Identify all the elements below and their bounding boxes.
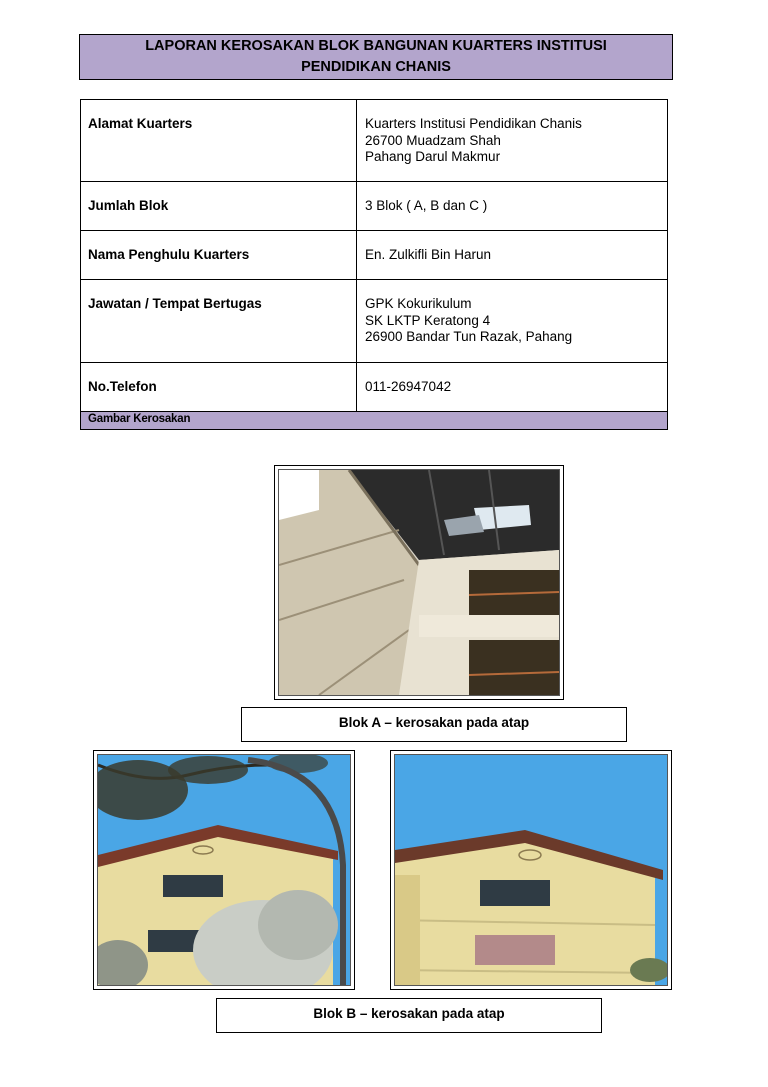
table-row-section-header xyxy=(81,412,668,430)
value-position-line1: GPK Kokurikulum xyxy=(365,296,472,311)
label-position: Jawatan / Tempat Bertugas xyxy=(81,280,357,363)
photo-block-a xyxy=(274,465,564,700)
table-row-phone xyxy=(81,363,668,412)
section-header-damage-photos: Gambar Kerosakan xyxy=(81,412,668,430)
label-phone: No.Telefon xyxy=(81,363,357,412)
caption-block-b: Blok B – kerosakan pada atap xyxy=(216,998,602,1033)
report-title-box xyxy=(79,34,673,80)
caption-block-a: Blok A – kerosakan pada atap xyxy=(241,707,627,742)
value-block-count: 3 Blok ( A, B dan C ) xyxy=(357,182,668,231)
value-position-line3: 26900 Bandar Tun Razak, Pahang xyxy=(365,329,573,344)
label-block-count: Jumlah Blok xyxy=(81,182,357,231)
value-position-line2: SK LKTP Keratong 4 xyxy=(365,312,491,328)
label-address: Alamat Kuarters xyxy=(81,100,357,182)
table-row-address xyxy=(81,100,668,182)
photo-block-a-image xyxy=(278,469,560,696)
value-address-line3: Pahang Darul Makmur xyxy=(365,149,501,164)
table-row-headman xyxy=(81,231,668,280)
photo-block-b-right-image xyxy=(394,754,668,986)
value-phone: 011-26947042 xyxy=(357,363,668,412)
value-address-line2: 26700 Muadzam Shah xyxy=(365,132,501,148)
value-address xyxy=(357,100,668,182)
value-address-line1: Kuarters Institusi Pendidikan Chanis xyxy=(365,116,582,131)
report-title-line2: PENDIDIKAN CHANIS xyxy=(301,59,451,75)
value-headman: En. Zulkifli Bin Harun xyxy=(357,231,668,280)
photo-block-b-right xyxy=(390,750,672,990)
photo-block-b-left-image xyxy=(97,754,351,986)
table-row-position xyxy=(81,280,668,363)
report-title-line1: LAPORAN KEROSAKAN BLOK BANGUNAN KUARTERS INSTITUSI xyxy=(145,38,607,54)
photo-block-b-left xyxy=(93,750,355,990)
label-headman: Nama Penghulu Kuarters xyxy=(81,231,357,280)
value-position xyxy=(357,280,668,363)
info-table xyxy=(80,99,668,430)
table-row-block-count xyxy=(81,182,668,231)
